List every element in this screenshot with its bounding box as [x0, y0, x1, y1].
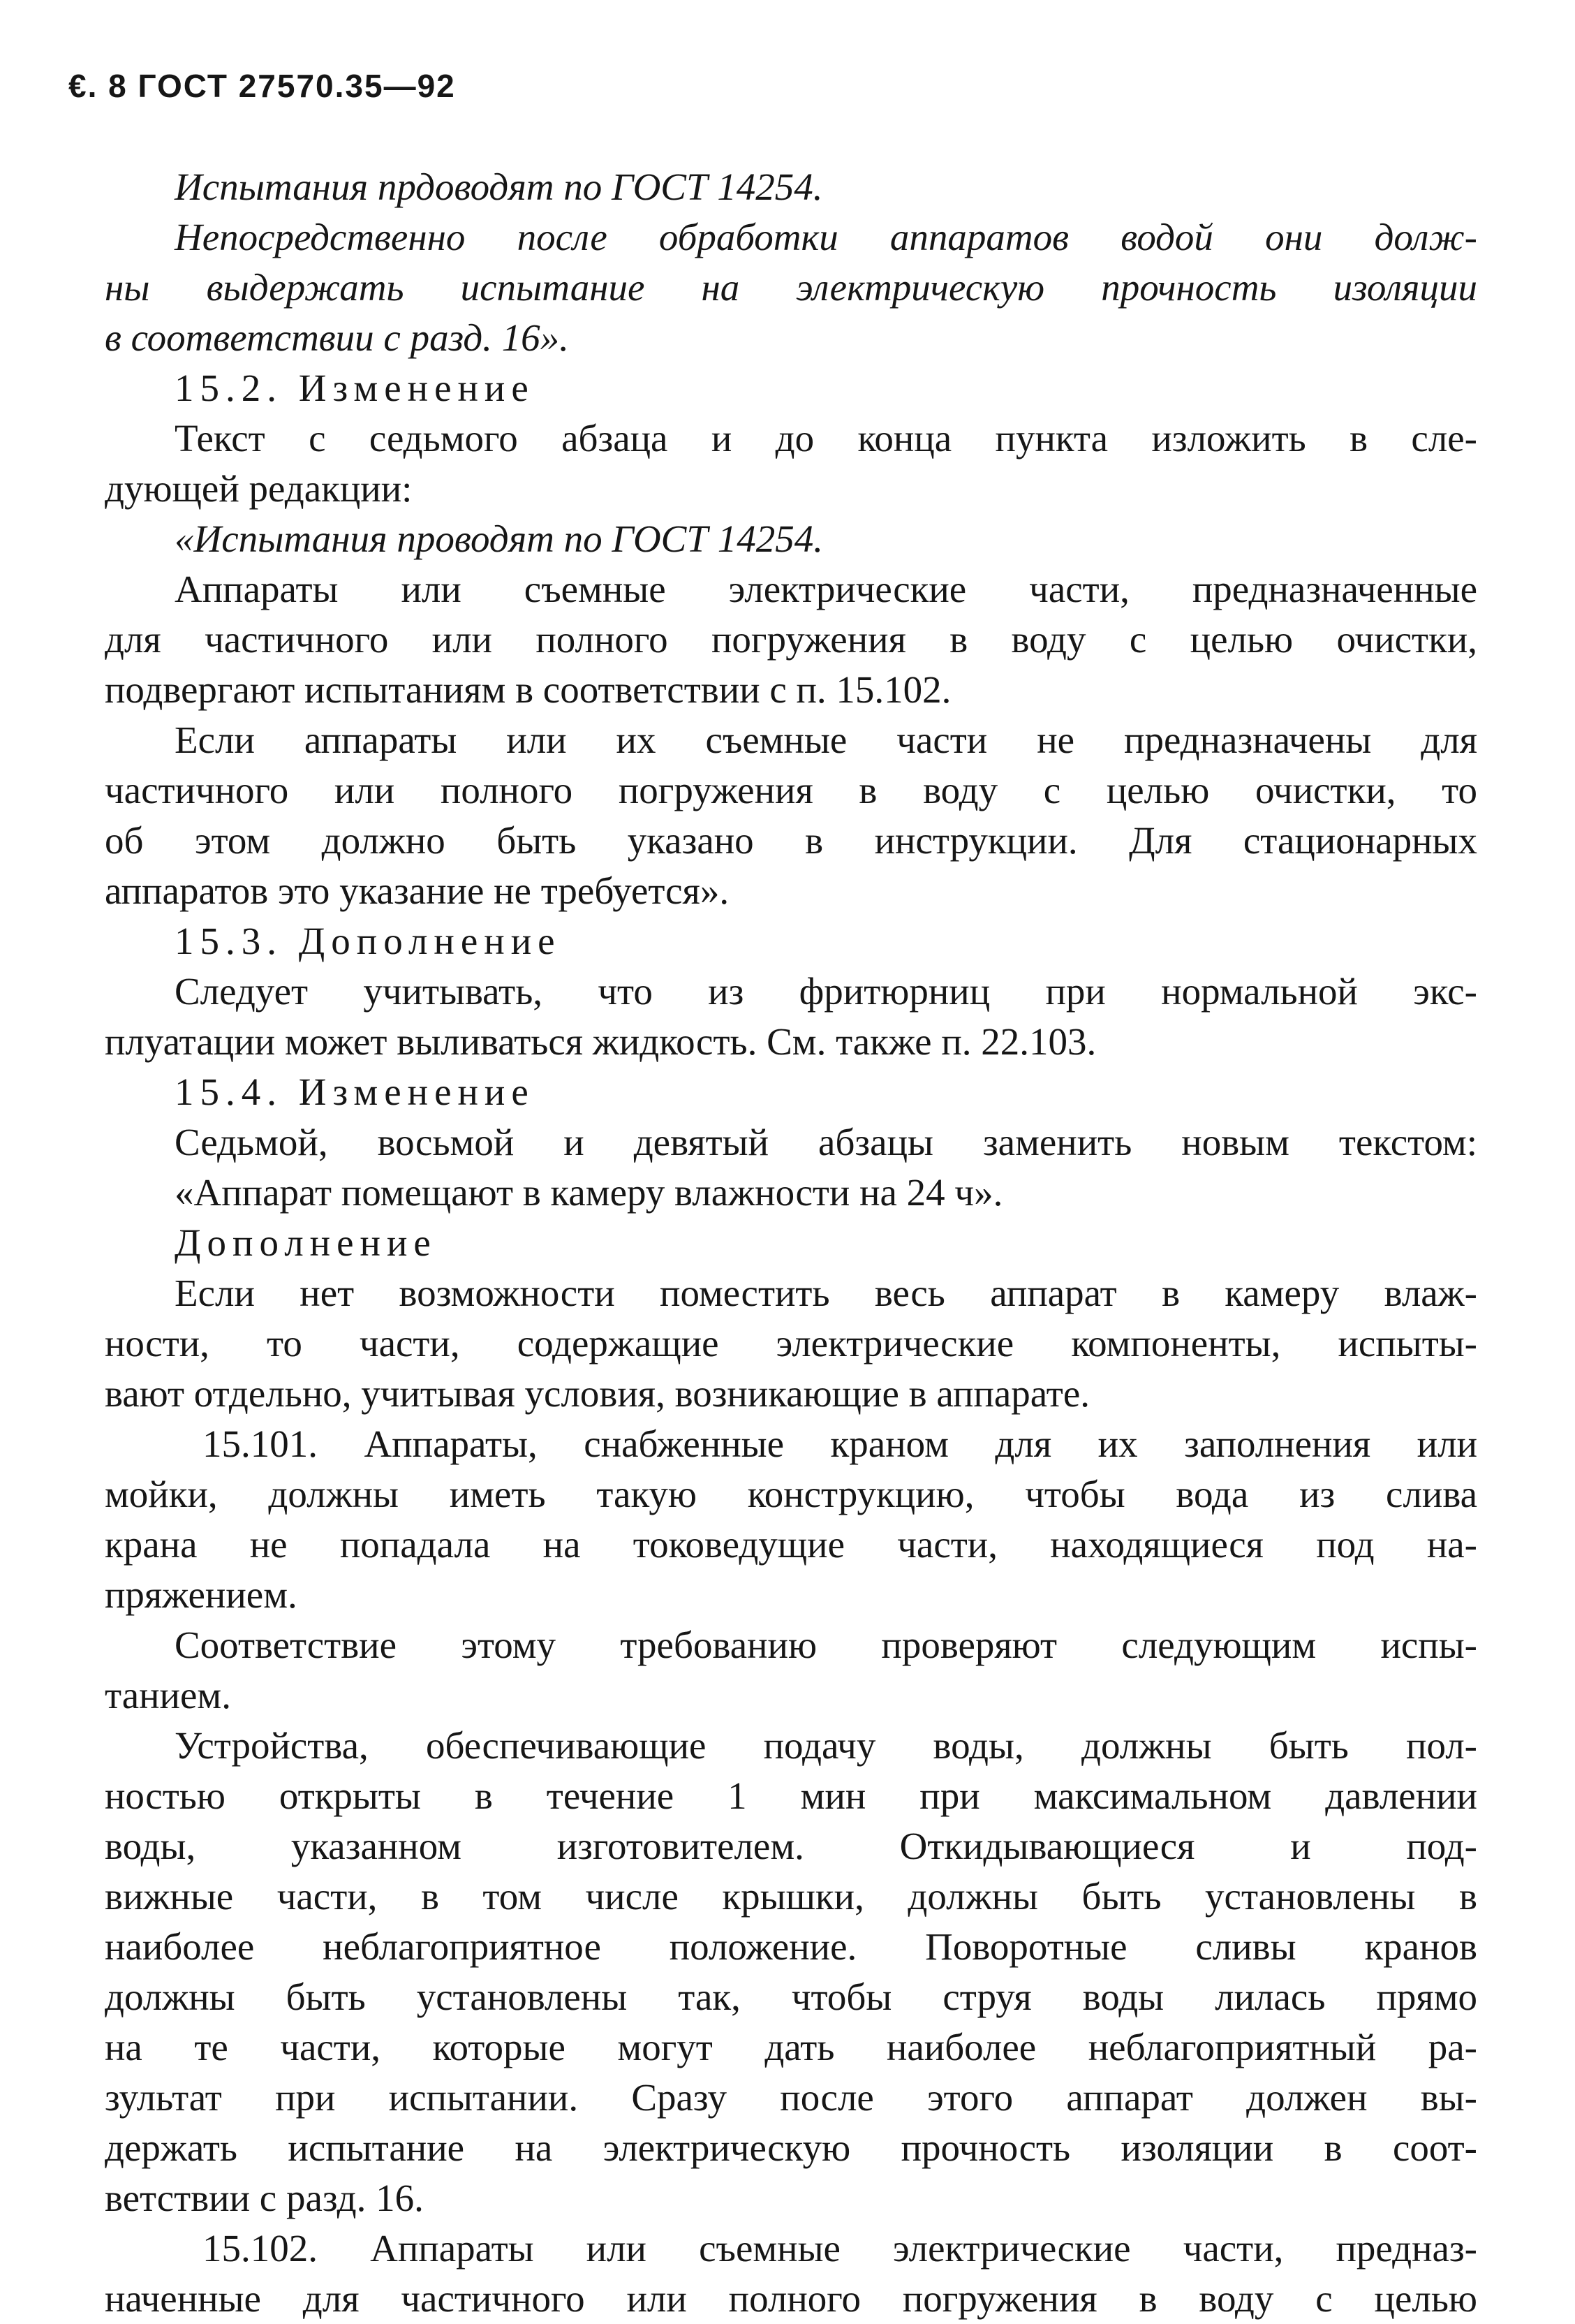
- text-line: 15.102. Аппараты или съемные электрические части, предназ-: [202, 2227, 1477, 2270]
- text-line: Если нет возможности поместить весь аппарат в камеру влаж-: [175, 1272, 1477, 1314]
- text-line: для частичного или полного погружения в воду с целью очистки,: [105, 618, 1477, 661]
- section-heading: 15.4. Изменение: [175, 1071, 535, 1113]
- text-line: должны быть установлены так, чтобы струя воды лилась прямо: [105, 1976, 1477, 2018]
- text-line: зультат при испытании. Сразу после этого аппарат должен вы-: [105, 2076, 1477, 2119]
- text-line: подвергают испытаниям в соответствии с п. 15.102.: [105, 668, 952, 711]
- text-line: ветствии с разд. 16.: [105, 2177, 424, 2219]
- text-line: пряжением.: [105, 1573, 297, 1616]
- section-heading: 15.2. Изменение: [175, 367, 535, 409]
- page-header: €. 8 ГОСТ 27570.35—92: [68, 68, 456, 104]
- text-line: Седьмой, восьмой и девятый абзацы заменить новым текстом:: [175, 1121, 1477, 1163]
- document-body: [105, 162, 1477, 2324]
- text-line: «Аппарат помещают в камеру влажности на 24 ч».: [175, 1171, 1003, 1214]
- text-line: наченные для частичного или полного погружения в воду с целью: [105, 2277, 1477, 2320]
- text-line: плуатации может выливаться жидкость. См. также п. 22.103.: [105, 1020, 1097, 1063]
- text-line: Текст с седьмого абзаца и до конца пункта изложить в сле-: [175, 417, 1477, 459]
- text-line: воды, указанном изготовителем. Откидывающиеся и под-: [105, 1825, 1477, 1867]
- text-line: ности, то части, содержащие электрические компоненты, испыты-: [105, 1322, 1477, 1365]
- text-line: крана не попадала на токоведущие части, находящиеся под на-: [105, 1523, 1477, 1566]
- text-line: на те части, которые могут дать наиболее неблагоприятный ра-: [105, 2026, 1477, 2068]
- text-line: аппаратов это указание не требуется».: [105, 869, 730, 912]
- text-line: ностью открыты в течение 1 мин при максимальном давлении: [105, 1774, 1477, 1817]
- text-line: ны выдержать испытание на электрическую прочность изоляции: [105, 266, 1477, 309]
- text-line: частичного или полного погружения в воду с целью очистки, то: [105, 769, 1477, 811]
- text-line: Если аппараты или их съемные части не предназначены для: [175, 719, 1477, 761]
- text-line: дующей редакции:: [105, 467, 413, 510]
- text-line: «Испытания проводят по ГОСТ 14254.: [175, 517, 823, 560]
- text-line: мойки, должны иметь такую конструкцию, чтобы вода из слива: [105, 1473, 1477, 1515]
- text-line: Непосредственно после обработки аппаратов водой они долж-: [175, 216, 1477, 258]
- section-heading: Дополнение: [175, 1221, 437, 1264]
- text-line: Устройства, обеспечивающие подачу воды, должны быть пол-: [175, 1724, 1477, 1767]
- text-line: танием.: [105, 1674, 231, 1716]
- text-line: в соответствии с разд. 16».: [105, 316, 569, 359]
- section-heading: 15.3. Дополнение: [175, 920, 561, 962]
- text-line: Аппараты или съемные электрические части, предназначенные: [175, 568, 1477, 610]
- text-line: 15.101. Аппараты, снабженные краном для их заполнения или: [202, 1422, 1477, 1465]
- text-line: Следует учитывать, что из фритюрниц при нормальной экс-: [175, 970, 1477, 1013]
- text-line: держать испытание на электрическую прочность изоляции в соот-: [105, 2126, 1477, 2169]
- text-line: вают отдельно, учитывая условия, возникающие в аппарате.: [105, 1372, 1090, 1415]
- text-line: наиболее неблагоприятное положение. Поворотные сливы кранов: [105, 1925, 1477, 1968]
- text-line: Соответствие этому требованию проверяют следующим испы-: [175, 1624, 1477, 1666]
- text-line: вижные части, в том числе крышки, должны быть установлены в: [105, 1875, 1477, 1918]
- text-line: об этом должно быть указано в инструкции. Для стационарных: [105, 819, 1477, 862]
- text-line: Испытания прдоводят по ГОСТ 14254.: [175, 166, 823, 208]
